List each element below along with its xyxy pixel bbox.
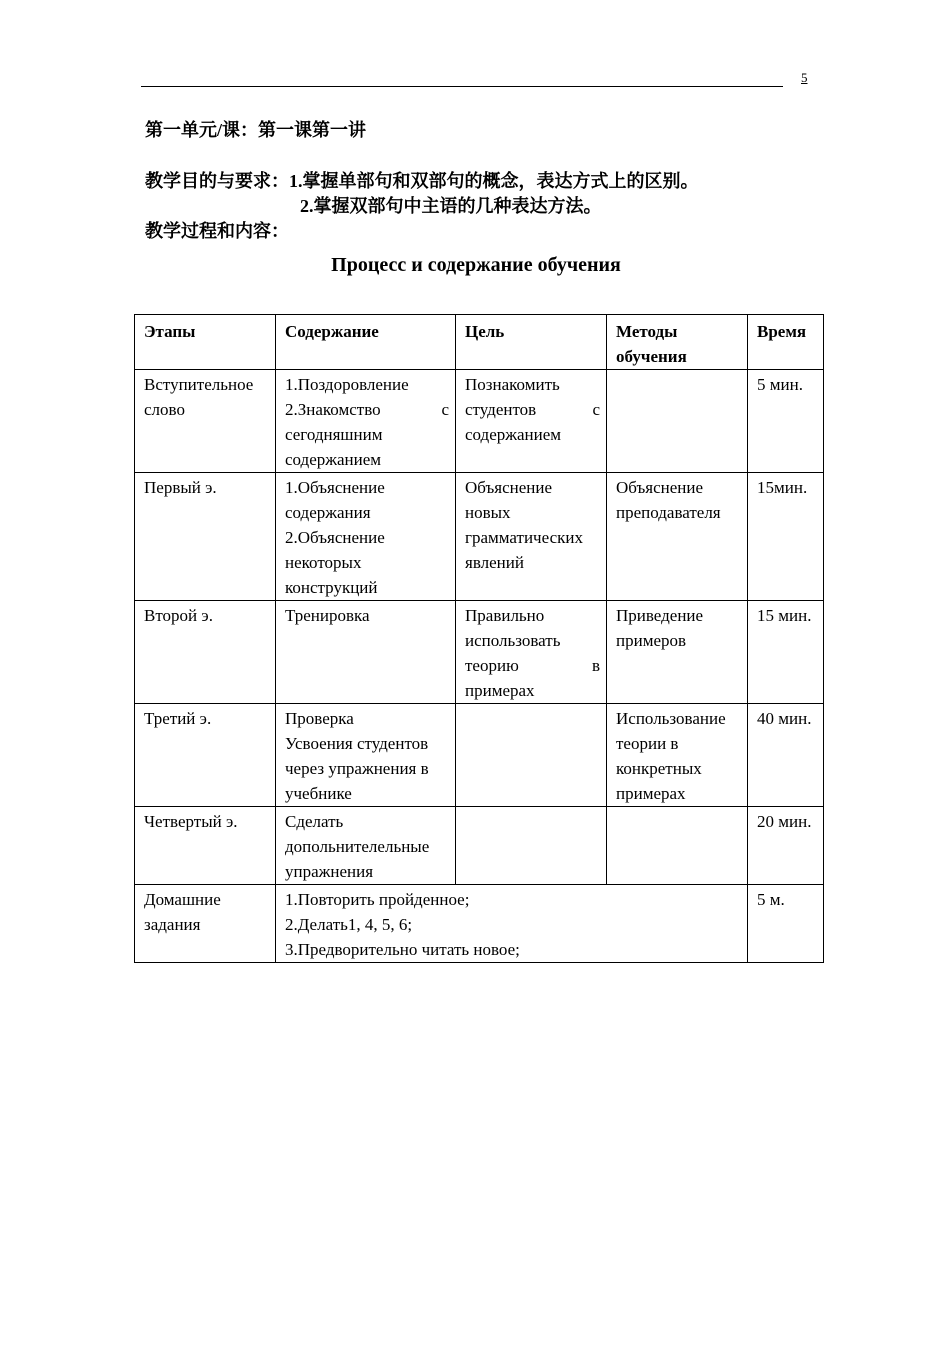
- row3-content: [276, 601, 456, 704]
- table-row: [135, 370, 824, 473]
- header-goal: Цель: [456, 315, 607, 370]
- row5-content-line: упражнения: [285, 862, 374, 881]
- row2-time: 15мин.: [748, 473, 824, 601]
- homework-time: 5 м.: [748, 885, 824, 963]
- header-rule: [141, 86, 783, 87]
- row2-stage: Первый э.: [135, 473, 276, 601]
- header-stages: Этапы: [135, 315, 276, 370]
- row5-methods: [607, 807, 748, 885]
- row2-goal-line: явлений: [465, 553, 524, 572]
- row1-content-line: 2.Знакомство с: [285, 400, 449, 419]
- row2-content: [276, 473, 456, 601]
- row2-goal: [456, 473, 607, 601]
- homework-stage: Домашние задания: [135, 885, 276, 963]
- row4-stage: Третий э.: [135, 704, 276, 807]
- row3-goal-line: Правильно: [465, 606, 545, 625]
- row4-content-line: через упражнения в: [285, 759, 429, 778]
- goals-label: 教学目的与要求：: [145, 171, 289, 191]
- row4-content: [276, 704, 456, 807]
- row5-goal: [456, 807, 607, 885]
- row3-methods: Приведение примеров: [607, 601, 748, 704]
- row3-time: 15 мин.: [748, 601, 824, 704]
- table-header-row: [135, 315, 824, 370]
- row2-content-line: 2.Объяснение: [285, 528, 385, 547]
- header-content: Содержание: [276, 315, 456, 370]
- row5-content: [276, 807, 456, 885]
- row1-goal-line: содержанием: [465, 425, 562, 444]
- table-row: [135, 807, 824, 885]
- section-heading: Процесс и содержание обучения: [331, 254, 621, 276]
- row2-methods: Объяснение преподавателя: [607, 473, 748, 601]
- table-row: [135, 473, 824, 601]
- goal-item-2: 2.掌握双部句中主语的几种表达方法。: [300, 196, 602, 216]
- row3-goal: [456, 601, 607, 704]
- row4-methods: Использование теории в конкретных примерах: [607, 704, 748, 807]
- homework-line: 3.Предворительно читать новое;: [285, 940, 520, 959]
- row1-goal-line: Познакомить: [465, 375, 560, 394]
- row4-time: 40 мин.: [748, 704, 824, 807]
- page-number: 5: [801, 70, 808, 85]
- table-row-homework: [135, 885, 824, 963]
- row1-methods: [607, 370, 748, 473]
- lesson-plan-table: [134, 314, 824, 963]
- header-methods: Методы обучения: [607, 315, 748, 370]
- row2-content-line: конструкций: [285, 578, 378, 597]
- row5-content-line: допольнителельные: [285, 837, 430, 856]
- row2-content-line: 1.Объяснение: [285, 478, 385, 497]
- row2-goal-line: новых: [465, 503, 511, 522]
- row2-goal-line: Объяснение: [465, 478, 553, 497]
- row5-time: 20 мин.: [748, 807, 824, 885]
- header-time: Время: [748, 315, 824, 370]
- homework-line: 1.Повторить пройденное;: [285, 890, 470, 909]
- row1-content-line: 1.Поздоровление: [285, 375, 409, 394]
- table-row: [135, 704, 824, 807]
- row3-content-line: Тренировка: [285, 606, 370, 625]
- table-row: [135, 601, 824, 704]
- row3-goal-line: теорию в: [465, 656, 600, 675]
- row1-content: [276, 370, 456, 473]
- row2-content-line: некоторых: [285, 553, 362, 572]
- row1-goal: [456, 370, 607, 473]
- row2-content-line: содержания: [285, 503, 371, 522]
- row2-goal-line: грамматических: [465, 528, 583, 547]
- row5-content-line: Сделать: [285, 812, 344, 831]
- row3-goal-line: примерах: [465, 681, 535, 700]
- row3-stage: Второй э.: [135, 601, 276, 704]
- goal-item-1: 1.掌握单部句和双部句的概念，表达方式上的区别。: [289, 171, 699, 191]
- row1-goal-line: студентов с: [465, 400, 600, 419]
- homework-line: 2.Делать1, 4, 5, 6;: [285, 915, 413, 934]
- row4-content-line: Проверка: [285, 709, 354, 728]
- row4-content-line: Усвоения студентов: [285, 734, 429, 753]
- row1-time: 5 мин.: [748, 370, 824, 473]
- row1-content-line: сегодняшним: [285, 425, 383, 444]
- process-label: 教学过程和内容：: [145, 221, 289, 241]
- row5-stage: Четвертый э.: [135, 807, 276, 885]
- homework-content: [276, 885, 748, 963]
- unit-title: 第一单元/课：第一课第一讲: [145, 120, 366, 140]
- row1-stage: Вступительное слово: [135, 370, 276, 473]
- row4-content-line: учебнике: [285, 784, 352, 803]
- row3-goal-line: использовать: [465, 631, 561, 650]
- row4-goal: [456, 704, 607, 807]
- goals-line: [145, 167, 699, 193]
- row1-content-line: содержанием: [285, 450, 382, 469]
